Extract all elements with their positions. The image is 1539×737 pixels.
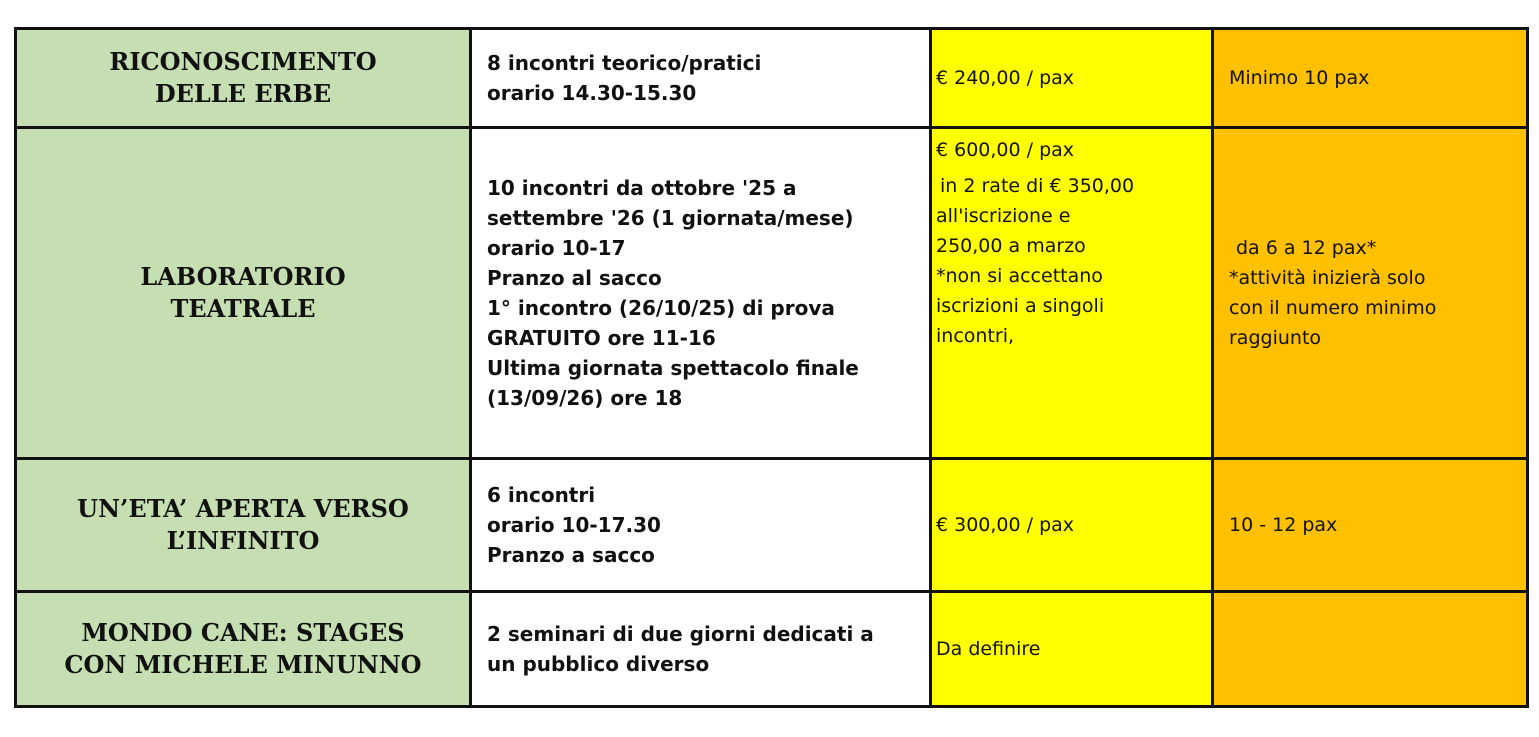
table-row-eta-aperta xyxy=(16,459,1528,592)
activity-title-cell xyxy=(16,592,471,707)
participants-cell xyxy=(1213,128,1528,459)
description-line: 2 seminari di due giorni dedicati a xyxy=(487,622,874,646)
activity-title-cell xyxy=(16,29,471,128)
activity-title-cell xyxy=(16,128,471,459)
description-line: Ultima giornata spettacolo finale xyxy=(487,356,859,380)
activity-description-cell xyxy=(471,459,931,592)
price-cell xyxy=(931,29,1213,128)
description-line: orario 14.30-15.30 xyxy=(487,81,697,105)
price-line: in 2 rate di € 350,00 xyxy=(940,175,1135,197)
activities-table xyxy=(14,27,1529,708)
description-line: GRATUITO ore 11-16 xyxy=(487,326,716,350)
price-line: € 240,00 / pax xyxy=(936,67,1075,89)
price-line: 250,00 a marzo xyxy=(936,235,1086,257)
participants-cell xyxy=(1213,592,1528,707)
participants-cell xyxy=(1213,459,1528,592)
activity-title-line: L’INFINITO xyxy=(166,526,320,555)
description-line: 6 incontri xyxy=(487,483,596,507)
price-cell xyxy=(931,459,1213,592)
description-line: un pubblico diverso xyxy=(487,652,710,676)
price-line: all'iscrizione e xyxy=(936,205,1071,227)
activity-title-line: CON MICHELE MINUNNO xyxy=(64,650,422,679)
participants-line: da 6 a 12 pax* xyxy=(1236,237,1377,259)
participants-line: *attività inizierà solo xyxy=(1229,267,1426,289)
activity-title-line: LABORATORIO xyxy=(140,262,346,291)
description-line: (13/09/26) ore 18 xyxy=(487,386,683,410)
activity-description-cell xyxy=(471,128,931,459)
participants-line: con il numero minimo xyxy=(1229,297,1437,319)
price-line: € 300,00 / pax xyxy=(936,514,1075,536)
participants-cell xyxy=(1213,29,1528,128)
price-line: Da definire xyxy=(936,638,1041,660)
activity-description-cell xyxy=(471,29,931,128)
activity-description-cell xyxy=(471,592,931,707)
activities-table-wrapper xyxy=(14,27,1526,708)
activity-title-line: TEATRALE xyxy=(170,294,316,323)
participants-line: 10 - 12 pax xyxy=(1229,514,1338,536)
description-line: 1° incontro (26/10/25) di prova xyxy=(487,296,835,320)
price-cell xyxy=(931,592,1213,707)
activity-title-line: MONDO CANE: STAGES xyxy=(81,618,405,647)
table-row-laboratorio-teatrale xyxy=(16,128,1528,459)
table-row-riconoscimento-erbe xyxy=(16,29,1528,128)
price-line: iscrizioni a singoli xyxy=(936,295,1105,317)
description-line: 10 incontri da ottobre '25 a xyxy=(487,176,797,200)
price-line: *non si accettano xyxy=(936,265,1103,287)
price-line: € 600,00 / pax xyxy=(936,139,1075,161)
description-line: Pranzo a sacco xyxy=(487,543,655,567)
description-line: settembre '26 (1 giornata/mese) xyxy=(487,206,854,230)
description-line: 8 incontri teorico/pratici xyxy=(487,51,762,75)
price-cell xyxy=(931,128,1213,459)
activity-title-cell xyxy=(16,459,471,592)
activity-title-line: UN’ETA’ APERTA VERSO xyxy=(77,494,409,523)
description-line: orario 10-17 xyxy=(487,236,626,260)
participants-line: raggiunto xyxy=(1229,327,1322,349)
activity-title-line: RICONOSCIMENTO xyxy=(109,47,377,76)
participants-line: Minimo 10 pax xyxy=(1229,67,1370,89)
description-line: Pranzo al sacco xyxy=(487,266,662,290)
description-line: orario 10-17.30 xyxy=(487,513,661,537)
table-row-mondo-cane xyxy=(16,592,1528,707)
price-line: incontri, xyxy=(936,325,1015,347)
activity-title-line: DELLE ERBE xyxy=(154,79,332,108)
